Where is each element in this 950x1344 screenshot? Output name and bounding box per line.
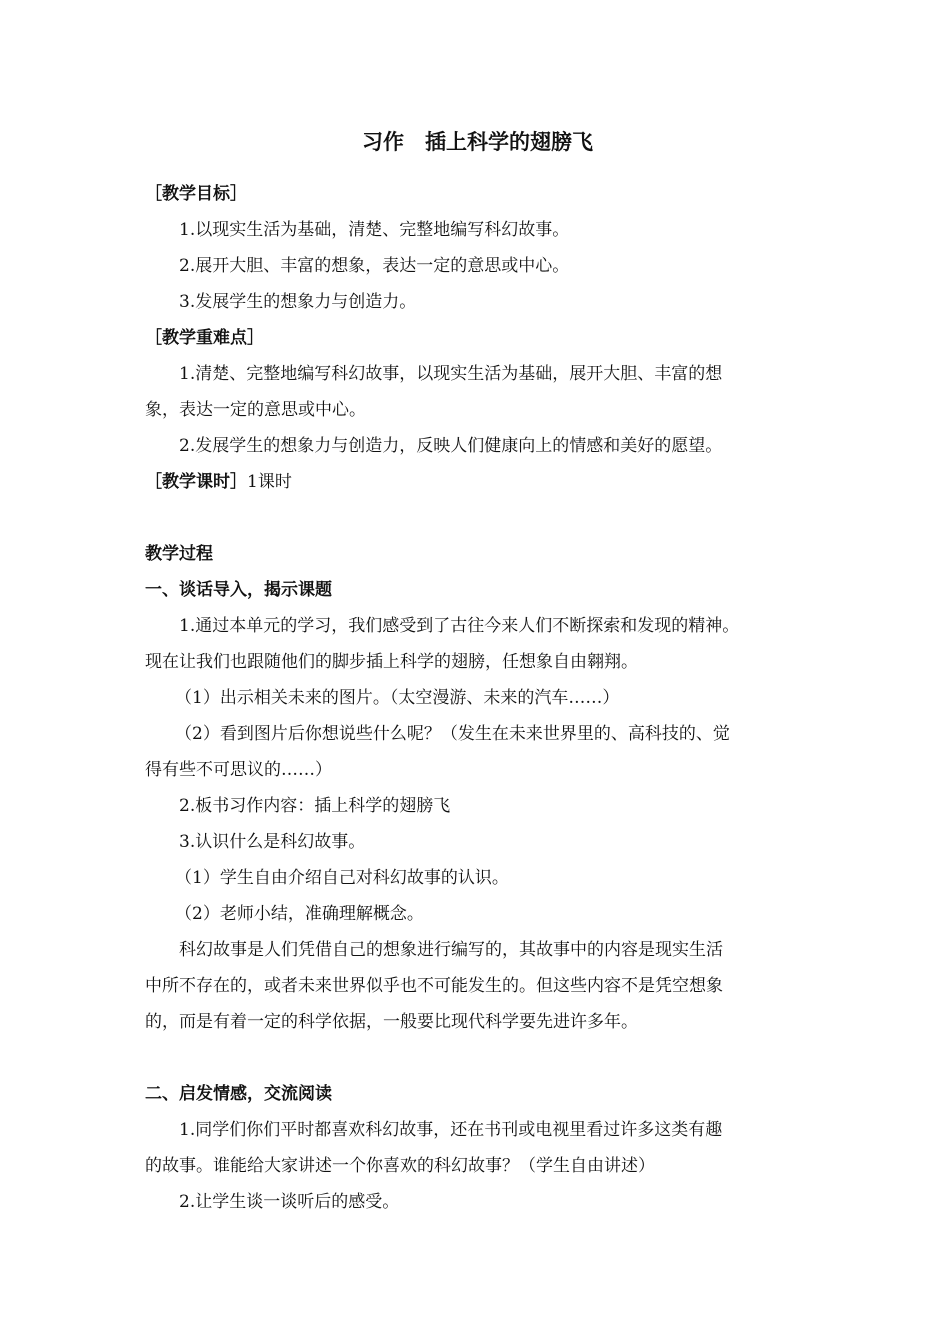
spacer	[145, 500, 810, 536]
paragraph-line: 2.板书习作内容：插上科学的翅膀飞	[179, 796, 451, 816]
paragraph-line: 的故事。谁能给大家讲述一个你喜欢的科幻故事？（学生自由讲述）	[145, 1156, 655, 1176]
process-heading: 教学过程	[145, 544, 213, 564]
objective-item: 1.以现实生活为基础，清楚、完整地编写科幻故事。	[179, 220, 570, 240]
paragraph-line: 3.认识什么是科幻故事。	[179, 832, 366, 852]
paragraph-line: 2.让学生谈一谈听后的感受。	[179, 1192, 400, 1212]
key-point-item-line: 1.清楚、完整地编写科幻故事，以现实生活为基础，展开大胆、丰富的想	[179, 364, 723, 384]
objectives-heading: ［教学目标］	[145, 184, 247, 204]
section-heading: 一、谈话导入，揭示课题	[145, 580, 332, 600]
lesson-time-row	[145, 464, 810, 500]
sub-item: （2）老师小结，准确理解概念。	[175, 904, 424, 924]
key-point-item: 2.发展学生的想象力与创造力，反映人们健康向上的情感和美好的愿望。	[179, 436, 723, 456]
objective-item: 3.发展学生的想象力与创造力。	[179, 292, 417, 312]
sub-item: （1）学生自由介绍自己对科幻故事的认识。	[175, 868, 509, 888]
section-heading: 二、启发情感，交流阅读	[145, 1084, 332, 1104]
key-point-item-line: 象，表达一定的意思或中心。	[145, 400, 366, 420]
lesson-time-value: 1课时	[247, 472, 292, 492]
paragraph-line: 1.通过本单元的学习，我们感受到了古往今来人们不断探索和发现的精神。	[179, 616, 740, 636]
document-page	[145, 124, 810, 1220]
key-points-heading: ［教学重难点］	[145, 328, 264, 348]
definition-line: 的，而是有着一定的科学依据，一般要比现代科学要先进许多年。	[145, 1012, 638, 1032]
spacer	[145, 1040, 810, 1076]
sub-item: （1）出示相关未来的图片。（太空漫游、未来的汽车……）	[175, 688, 620, 708]
lesson-time-heading: ［教学课时］	[145, 472, 247, 492]
sub-item-line: （2）看到图片后你想说些什么呢？（发生在未来世界里的、高科技的、觉	[175, 724, 730, 744]
document-title: 习作 插上科学的翅膀飞	[362, 130, 593, 154]
objective-item: 2.展开大胆、丰富的想象，表达一定的意思或中心。	[179, 256, 570, 276]
sub-item-line: 得有些不可思议的……）	[145, 760, 332, 780]
definition-line: 中所不存在的，或者未来世界似乎也不可能发生的。但这些内容不是凭空想象	[145, 976, 723, 996]
definition-line: 科幻故事是人们凭借自己的想象进行编写的，其故事中的内容是现实生活	[179, 940, 723, 960]
paragraph-line: 1.同学们你们平时都喜欢科幻故事，还在书刊或电视里看过许多这类有趣	[179, 1120, 723, 1140]
paragraph-line: 现在让我们也跟随他们的脚步插上科学的翅膀，任想象自由翱翔。	[145, 652, 638, 672]
